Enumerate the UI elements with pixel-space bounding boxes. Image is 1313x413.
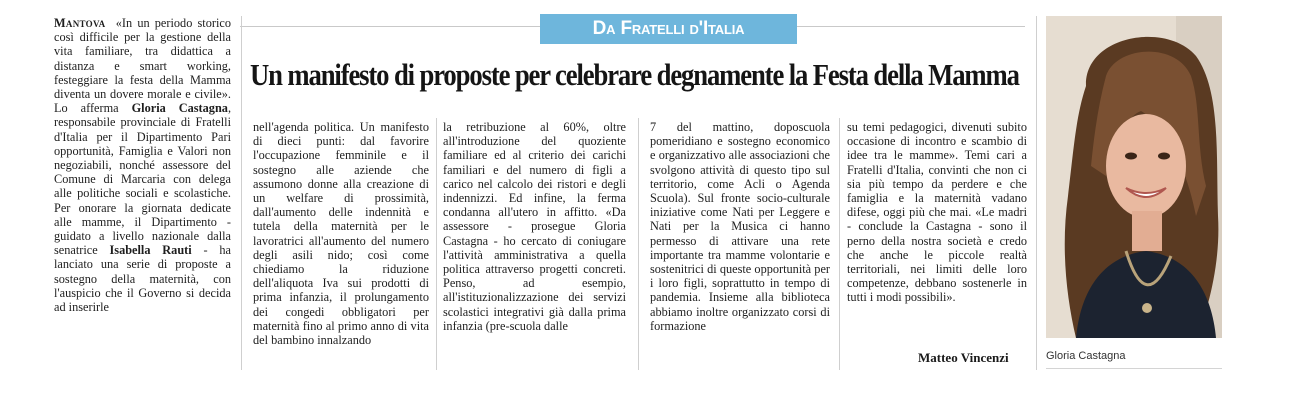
column-separator xyxy=(839,118,840,370)
col5-text: su temi pedagogici, divenuti subito occasione di incontro e scambio di idee tra le mamme». Temi cari a Fratelli d'Italia, convinti che non ci sia più tempo da perdere e che famiglia e la maternità vadano difese, oggi più che mai. «Le madri - conclude la Castagna - sono il perno della nostra società e credo che anche le piccole realtà territoriali, nei limiti delle loro competenze, debbano sostenerle in tutti i modi possibili». xyxy=(847,120,1027,305)
column-separator xyxy=(436,118,437,370)
photo-caption: Gloria Castagna xyxy=(1046,350,1126,362)
name-isabella-rauti: Isabella Rauti xyxy=(109,243,192,258)
portrait-photo xyxy=(1046,16,1222,338)
name-gloria-castagna: Gloria Castagna xyxy=(131,101,228,116)
col3-text: la retribuzione al 60%, oltre all'introduzione del quoziente familiare ed al criterio dei carichi familiari e del numero di figli a carico nel calcolo dei ristori e degli indennizzi. Ed infine, la ferma condanna all'utero in affitto. «Da assessore - prosegue Gloria Castagna - ho cercato di coniugare l'attività amministrativa a quella politica attraverso progetti concreti. Penso, ad esempio, all'istituzionalizzazione dei servizi scolastici integrativi già dalla prima infanzia (pre-scuola dalle xyxy=(443,120,626,333)
col1-text-b: , responsabile provinciale di Fratelli d'Italia per il Dipartimento Pari opportunità, Famiglia e Valori non negoziabili, nonché assessore del Comune di Marcaria con delega alle politiche sociali e scolastiche. Per onorare la giornata dedicate alle mamme, il Dipartimento - guidato a livello nazionale dalla senatrice xyxy=(54,101,232,258)
col4-text: 7 del mattino, doposcuola pomeridiano e sostegno economico e organizzativo alle associazioni che svolgono attività di questo tipo sul territorio, come Acli o Agenda Scuola). Sul fronte socio-culturale iniziative come Nati per Leggere e Nati per la Musica ci hanno permesso di attivare una rete importante tra mamme volontarie e sostenitrici di queste opportunità per i loro figli, soprattutto in tempo di pandemia. Insieme alla biblioteca abbiamo inoltre organizzato corsi di formazione xyxy=(650,120,830,333)
header-rule-left xyxy=(240,26,540,27)
section-label: Da Fratelli d'Italia xyxy=(540,14,797,44)
col2-text: nell'agenda politica. Un manifesto di dieci punti: dal favorire l'occupazione femminile e il sostegno alle aziende che assumono donne alla creazione di un welfare di prossimità, dall'aumento delle indennità e tutela della maternità per le lavoratrici all'aumento del numero degli asili nido; così come chiediamo la riduzione dell'aliquota Iva sui prodotti di prima infanzia, il prolungamento dei congedi obbligatori per maternità fino al primo anno di vita del bambino innalzando xyxy=(253,120,429,348)
col1-text-c: - ha lanciato una serie di proposte a sostegno della maternità, con l'auspicio che il Governo si decida ad inserirle xyxy=(54,243,231,315)
caption-rule xyxy=(1046,368,1222,369)
article-column-2 xyxy=(253,120,429,347)
header-rule-right xyxy=(797,26,1025,27)
dateline-place: Mantova xyxy=(54,16,106,30)
article-column-3 xyxy=(443,120,626,333)
article-column-4 xyxy=(650,120,830,333)
column-separator xyxy=(1036,16,1037,370)
byline: Matteo Vincenzi xyxy=(918,350,1009,365)
column-separator xyxy=(638,118,639,370)
article-column-5 xyxy=(847,120,1027,305)
article-column-1 xyxy=(54,16,231,314)
headline: Un manifesto di proposte per celebrare degnamente la Festa della Mamma xyxy=(250,57,1019,92)
col1-text-a: «In un periodo storico così difficile per la gestione della vita familiare, tra didattica a distanza e smart working, festeggiare la festa della Mamma diventa un dovere morale e civile». Lo afferma xyxy=(54,16,231,116)
column-separator xyxy=(241,16,242,370)
